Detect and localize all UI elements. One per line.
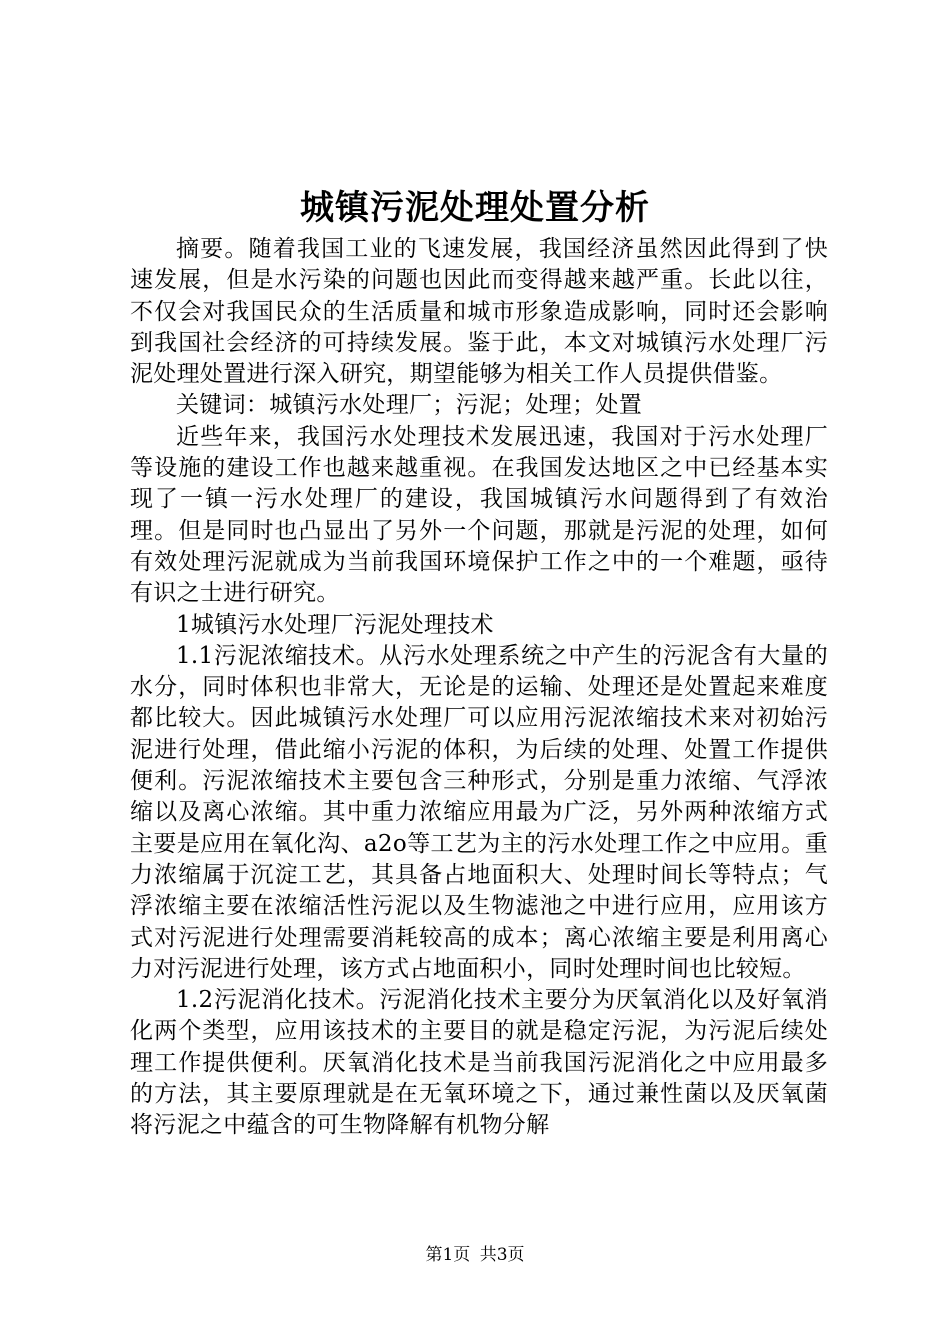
page-footer — [0, 1243, 950, 1267]
keywords-paragraph: 关键词：城镇污水处理厂；污泥；处理；处置 — [176, 392, 642, 419]
document-title: 城镇污泥处理处置分析 — [300, 188, 650, 228]
page-number: 第1页 — [425, 1245, 471, 1265]
abstract-paragraph: 摘要。随着我国工业的飞速发展，我国经济虽然因此得到了快速发展，但是水污染的问题也因此而变得越来越严重。长此以往，不仅会对我国民众的生活质量和城市形象造成影响，同时还会影响到我国社会经济的可持续发展。鉴于此，本文对城镇污水处理厂污泥处理处置进行深入研究，期望能够为相关工作人员提供借鉴。 — [130, 236, 828, 388]
section-heading-1: 1城镇污水处理厂污泥处理技术 — [176, 611, 494, 638]
page-total: 共3页 — [479, 1245, 525, 1265]
intro-paragraph: 近些年来，我国污水处理技术发展迅速，我国对于污水处理厂等设施的建设工作也越来越重视。在我国发达地区之中已经基本实现了一镇一污水处理厂的建设，我国城镇污水问题得到了有效治理。但是同时也凸显出了另外一个问题，那就是污泥的处理，如何有效处理污泥就成为当前我国环境保护工作之中的一个难题，亟待有识之士进行研究。 — [130, 423, 828, 607]
section-1-1-paragraph: 1.1污泥浓缩技术。从污水处理系统之中产生的污泥含有大量的水分，同时体积也非常大，无论是的运输、处理还是处置起来难度都比较大。因此城镇污水处理厂可以应用污泥浓缩技术来对初始污泥进行处理，借此缩小污泥的体积，为后续的处理、处置工作提供便利。污泥浓缩技术主要包含三种形式，分别是重力浓缩、气浮浓缩以及离心浓缩。其中重力浓缩应用最为广泛，另外两种浓缩方式主要是应用在氧化沟、a2o等工艺为主的污水处理工作之中应用。重力浓缩属于沉淀工艺，其具备占地面积大、处理时间长等特点；气浮浓缩主要在浓缩活性污泥以及生物滤池之中进行应用，应用该方式对污泥进行处理需要消耗较高的成本；离心浓缩主要是利用离心力对污泥进行处理，该方式占地面积小，同时处理时间也比较短。 — [130, 642, 828, 982]
document-body — [130, 234, 828, 1142]
section-1-2-paragraph: 1.2污泥消化技术。污泥消化技术主要分为厌氧消化以及好氧消化两个类型，应用该技术的主要目的就是稳定污泥，为污泥后续处理工作提供便利。厌氧消化技术是当前我国污泥消化之中应用最多的方法，其主要原理就是在无氧环境之下，通过兼性菌以及厌氧菌将污泥之中蕴含的可生物降解有机物分解 — [130, 987, 828, 1139]
